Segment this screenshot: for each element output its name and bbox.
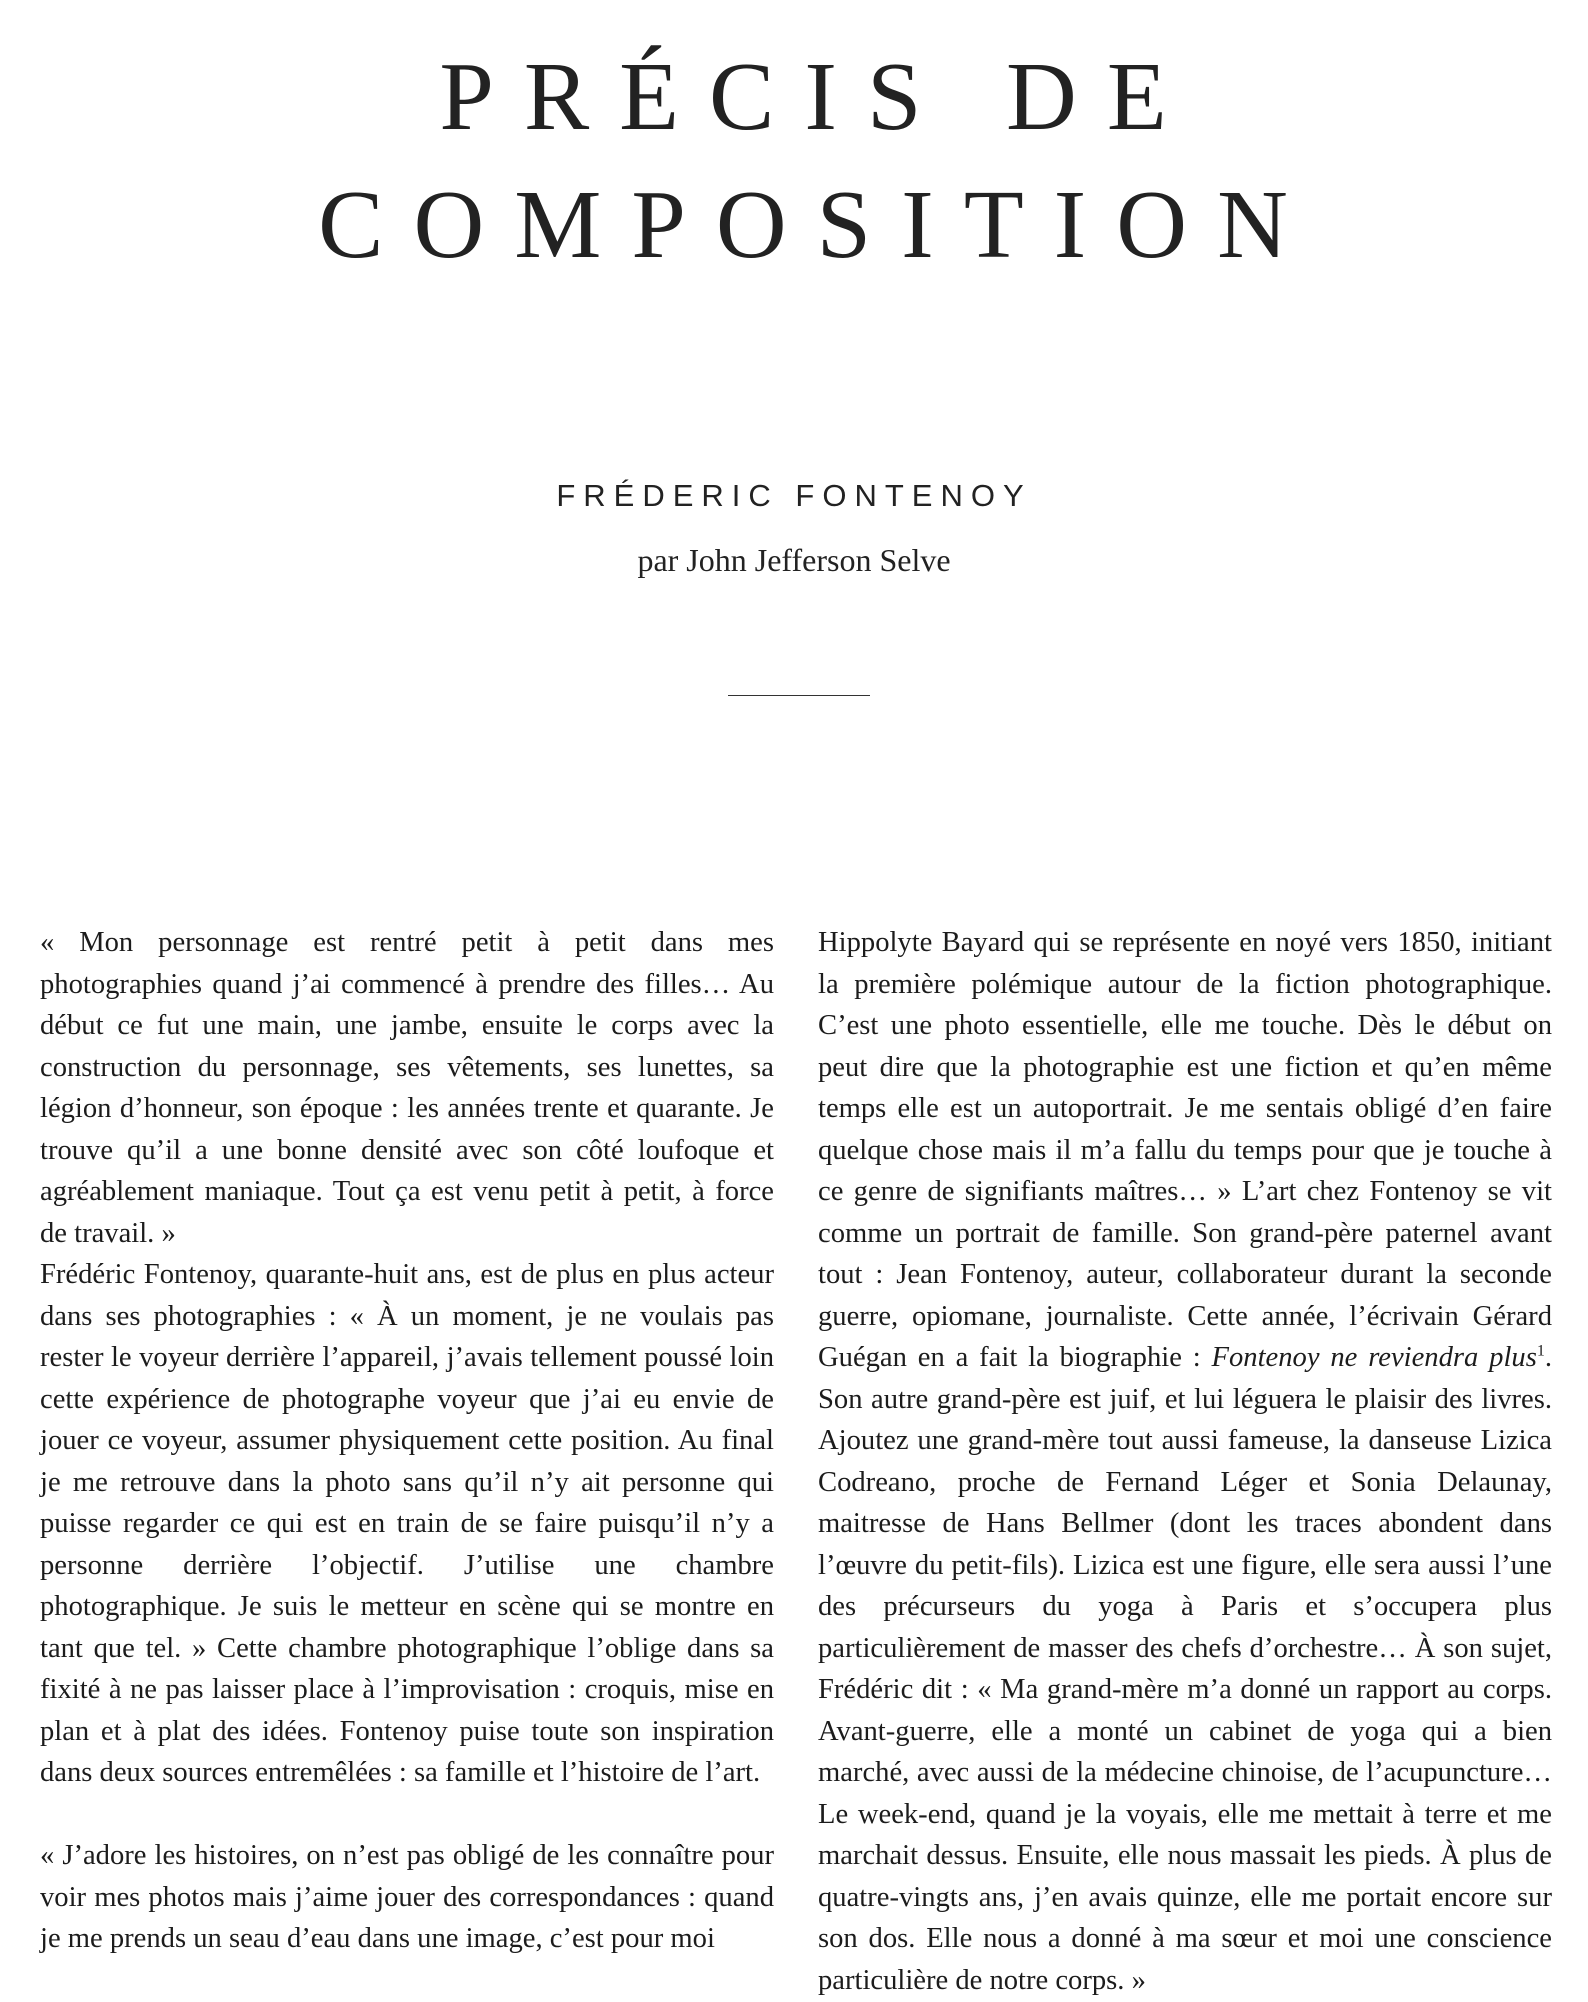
paragraph-fontenoy-actor: Frédéric Fontenoy, quarante-huit ans, est de plus en plus acteur dans ses photographies : « À un moment, je ne voulais pas rester le voyeur derrière l’appareil, j’avais tellement poussé loin cette expérience de photographe voyeur que j’ai eu envie de jouer ce voyeur, assumer physiquement cette position. Au final je me retrouve dans la photo sans qu’il n’y ait personne qui puisse regarder ce qui est en train de se faire puisqu’il n’y a personne derrière l’objectif. J’utilise une chambre photographique. Je suis le metteur en scène qui se montre en tant que tel. » Cette chambre photographique l’oblige dans sa fixité à ne pas laisser place à l’improvisation : croquis, mise en plan et à plat des idées. Fontenoy puise toute son inspiration dans deux sources entremêlées : sa famille et l’histoire de l’art.: [40, 1259, 774, 1788]
text-after-book-title: . Son autre grand-père est juif, et lui léguera le plaisir des livres. Ajoutez une grand-mère tout aussi fameuse, la danseuse Lizica Codreano, proche de Fernand Léger et Sonia Delaunay, maitresse de Hans Bellmer (dont les traces abondent dans l’œuvre du petit-fils). Lizica est une figure, elle sera aussi l’une des précurseurs du yoga à Paris et s’occupera plus particulièrement de masser des chefs d’orchestre… À son sujet, Frédéric dit : « Ma grand-mère m’a donné un rapport au corps. Avant-guerre, elle a monté un cabinet de yoga qui a bien marché, avec aussi de la médecine chinoise, de l’acupuncture… Le week-end, quand je la voyais, elle me mettait à terre et me marchait dessus. Ensuite, elle nous massait les pieds. À plus de quatre-vingts ans, j’en avais quinze, elle me portait encore sur son dos. Elle nous a donné à ma sœur et moi une conscience particulière de notre corps. »: [818, 1342, 1552, 1996]
title-line-2: COMPOSITION: [318, 171, 1318, 279]
title-line-1: PRÉCIS DE: [439, 43, 1197, 151]
paragraph-histoires: « J’adore les histoires, on n’est pas obligé de les connaître pour voir mes photos mais j’aime jouer des correspondances : quand je me prends un seau d’eau dans une image, c’est pour moi: [40, 1840, 774, 1954]
paragraph-quote-intro: « Mon personnage est rentré petit à petit dans mes photographies quand j’ai commencé à prendre des filles… Au début ce fut une main, une jambe, ensuite le corps avec la construction du personnage, ses vêtements, ses lunettes, sa légion d’honneur, son époque : les années trente et quarante. Je trouve qu’il a une bonne densité avec son côté loufoque et agréablement maniaque. Tout ça est venu petit à petit, à force de travail. »: [40, 927, 774, 1249]
text-before-book-title: Hippolyte Bayard qui se représente en noyé vers 1850, initiant la première polémique autour de la fiction photographique. C’est une photo essentielle, elle me touche. Dès le début on peut dire que la photographie est une fiction et qu’en même temps elle est un autoportrait. Je me sentais obligé d’en faire quelque chose mais il m’a fallu du temps pour que je touche à ce genre de signifiants maîtres… » L’art chez Fontenoy se vit comme un portrait de famille. Son grand-père paternel avant tout : Jean Fontenoy, auteur, collaborateur durant la seconde guerre, opiomane, journaliste. Cette année, l’écrivain Gérard Guégan en a fait la biographie :: [818, 927, 1552, 1373]
book-title: Fontenoy ne reviendra plus: [1211, 1342, 1537, 1373]
footnote-mark: 1: [1536, 1342, 1545, 1360]
paragraph-bayard: [818, 922, 1552, 2001]
author-name: FRÉDERIC FONTENOY: [556, 478, 1032, 513]
left-column: [40, 922, 774, 1960]
byline: par John Jefferson Selve: [637, 542, 951, 578]
divider-rule: [728, 695, 870, 696]
right-column: [818, 922, 1552, 2001]
